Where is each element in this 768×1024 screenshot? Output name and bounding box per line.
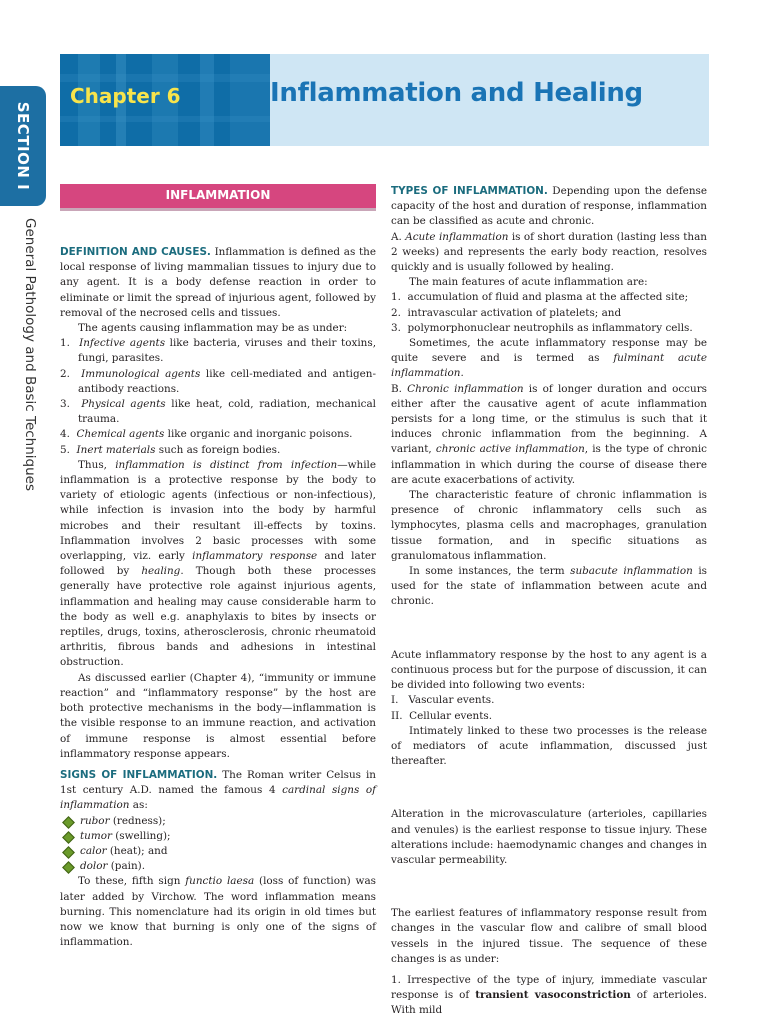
- paragraph-sometimes: Sometimes, the acute inflammatory response may be quite severe and is termed as fulminant acute inflammation.: [391, 337, 707, 380]
- paragraph-acute-response: Acute inflammatory response by the host to any agent is a continuous process but for the purpose of discussion, it can be divided into following two events:: [391, 648, 707, 692]
- paragraph-alteration: Alteration in the microvasculature (arterioles, capillaries and venules) is the earliest response to tissue injury. These alterations include: haemodynamic changes and changes in vascular permeability.: [391, 808, 707, 866]
- section-tab-label: SECTION I: [14, 101, 32, 191]
- list-item: II. Cellular events.: [391, 709, 493, 722]
- paragraph-types: TYPES OF INFLAMMATION. Depending upon the defense capacity of the host and duration of response, inflammation can be classified as acute and chronic.: [391, 185, 707, 228]
- paragraph-definition: DEFINITION AND CAUSES. Inflammation is defined as the local response of living mammalian tissues to injury due to any agent. It is a body defense reaction in order to eliminate or limit the spread of injurious agent, followed by removal of the necrosed cells and tissues.: [60, 246, 376, 319]
- list-item: calor (heat); and: [60, 844, 376, 859]
- list-item: 2. Immunological agents like cell-mediated and antigen-antibody reactions.: [60, 367, 376, 395]
- chapter-label: Chapter 6: [70, 84, 181, 108]
- list-item: 3. polymorphonuclear neutrophils as inflammatory cells.: [391, 321, 693, 334]
- section-tab: [0, 86, 46, 206]
- list-item: 4. Chemical agents like organic and inorganic poisons.: [60, 428, 353, 441]
- paragraph-characteristic: The characteristic feature of chronic inflammation is presence of chronic inflammatory cells such as lymphocytes, plasma cells and macrophages, granulation tissue formation, and in specific situations as granulomatous inflammation.: [391, 489, 707, 562]
- list-item: 1. Infective agents like bacteria, viruses and their toxins, fungi, parasites.: [60, 337, 376, 365]
- paragraph-agents-intro: The agents causing inflammation may be as under:: [78, 322, 348, 335]
- list-item: 1. accumulation of fluid and plasma at the affected site;: [391, 291, 689, 304]
- list-item: I. Vascular events.: [391, 694, 495, 707]
- side-title: [14, 218, 38, 518]
- paragraph-chronic: B. Chronic inflammation is of longer duration and occurs either after the causative agent of acute inflammation persists for a long time, or the stimulus is such that it induces chronic inflammation from the beginning. A variant, chronic active inflammation, is the type of chronic inflammation in which during the course of disease there are acute exacerbations of activity.: [391, 382, 707, 486]
- list-item: 3. Physical agents like heat, cold, radiation, mechanical trauma.: [60, 398, 377, 426]
- paragraph-main-features: The main features of acute inflammation are:: [409, 276, 648, 289]
- paragraph-thus: Thus, inflammation is distinct from infection—while inflammation is a protective response by the body to variety of etiologic agents (infectious or non-infectious), while infection is invasion into the body by harmful microbes and their resultant ill-effects by toxins. Inflammation involves 2 basic processes with some overlapping, viz. early inflammatory response and later followed by healing. Though both these processes generally have protective role against injurious agents, inflammation and healing may cause considerable harm to the body as well e.g. anaphylaxis to bites by insects or reptiles, drugs, toxins, atherosclerosis, chronic rheumatoid arthritis, fibrous bands and adhesions in intestinal obstruction.: [60, 458, 376, 669]
- paragraph-fifth-sign: To these, fifth sign functio laesa (loss of function) was later added by Virchow. The word inflammation means burning. This nomenclature had its origin in old times but now we know that burning is only one of the signs of inflammation.: [60, 875, 376, 949]
- chapter-title: Inflammation and Healing: [270, 78, 643, 108]
- list-item: rubor (redness);: [60, 814, 376, 829]
- list-item: dolor (pain).: [60, 859, 376, 874]
- paragraph-subacute: In some instances, the term subacute inflammation is used for the state of inflammation between acute and chronic.: [391, 565, 708, 608]
- paragraph-discussed: As discussed earlier (Chapter 4), “immunity or immune reaction” and “inflammatory response” by the host are both protective mechanisms in the body—inflammation is the visible response to an immune reaction, and activation of immune response is almost essential before inflammatory response appears.: [60, 671, 376, 760]
- paragraph-earliest: The earliest features of inflammatory response result from changes in the vascular flow and calibre of small blood vessels in the injured tissue. The sequence of these changes is as under:: [391, 907, 707, 965]
- side-title-text: General Pathology and Basic Techniques: [22, 218, 38, 491]
- section-banner: INFLAMMATION: [60, 184, 376, 211]
- list-item: 5. Inert materials such as foreign bodies.: [60, 443, 281, 456]
- right-column: [391, 184, 707, 1019]
- left-column: [60, 184, 376, 950]
- list-item: 2. intravascular activation of platelets; and: [391, 306, 622, 319]
- list-item: tumor (swelling);: [60, 829, 376, 844]
- paragraph-signs: SIGNS OF INFLAMMATION. The Roman writer Celsus in 1st century A.D. named the famous 4 cardinal signs of inflammation as:: [60, 768, 376, 812]
- paragraph-acute: A. Acute inflammation is of short duration (lasting less than 2 weeks) and represents the early body reaction, resolves quickly and is usually followed by healing.: [391, 230, 707, 274]
- paragraph-intimately: Intimately linked to these two processes is the release of mediators of acute inflammation, discussed just thereafter.: [391, 724, 707, 768]
- paragraph-vasoconstriction: 1. Irrespective of the type of injury, immediate vascular response is of transient vasoconstriction of arterioles. With mild: [391, 973, 707, 1017]
